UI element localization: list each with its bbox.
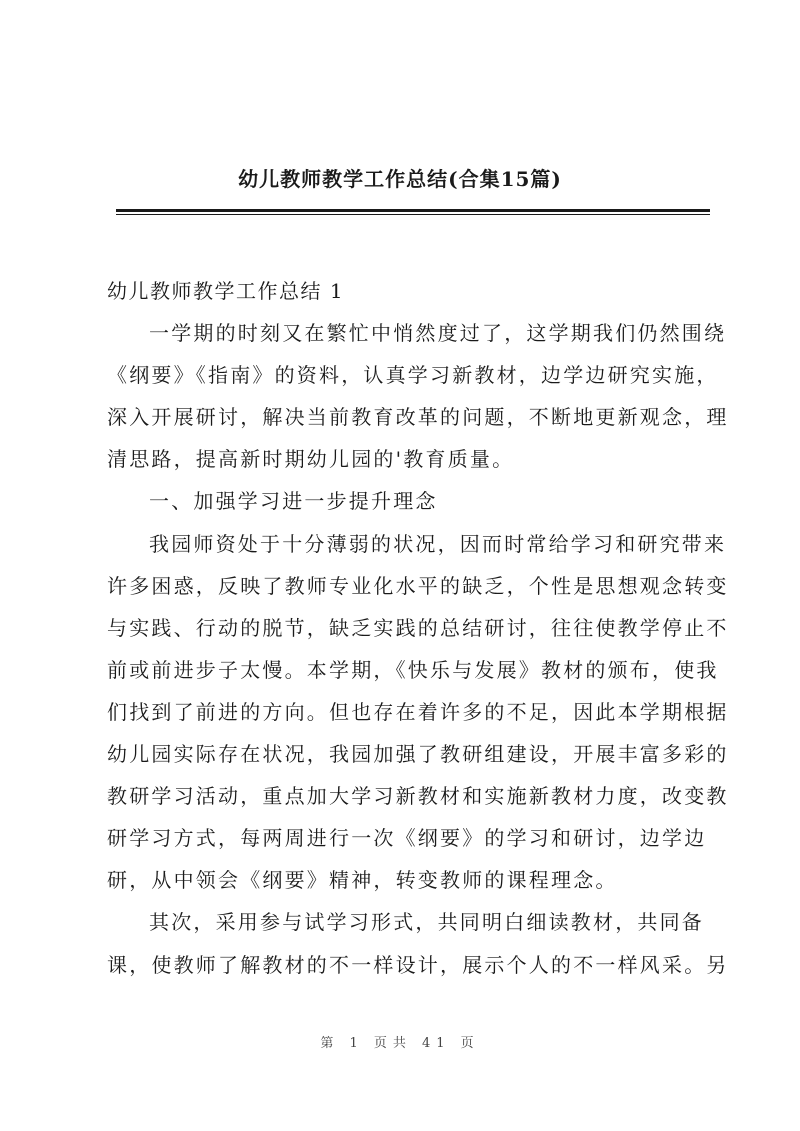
paragraph-line: 与实践、行动的脱节，缺乏实践的总结研讨，往往使教学停止不 <box>107 615 729 640</box>
page-footer: 第 1 页共 41 页 <box>320 1036 480 1051</box>
paragraph-line: 许多困惑，反映了教师专业化水平的缺乏，个性是思想观念转变 <box>107 573 729 598</box>
paragraph-line: 教研学习活动，重点加大学习新教材和实施新教材力度，改变教 <box>107 784 729 809</box>
paragraph-line: 一学期的时刻又在繁忙中悄然度过了，这学期我们仍然围绕 <box>149 321 727 346</box>
paragraph-line: 《纲要》《指南》的资料，认真学习新教材，边学边研究实施， <box>107 363 719 388</box>
paragraph-line: 研学习方式，每两周进行一次《纲要》的学习和研讨，边学边 <box>107 826 707 851</box>
paragraph-line: 前或前进步子太慢。本学期，《快乐与发展》教材的颁布，使我 <box>107 657 719 682</box>
paragraph-line: 研，从中领会《纲要》精神，转变教师的课程理念。 <box>107 868 618 893</box>
section-heading: 幼儿教师教学工作总结 1 <box>107 279 345 303</box>
paragraph-line: 们找到了前进的方向。但也存在着许多的不足，因此本学期根据 <box>107 699 729 724</box>
paragraph-line: 课，使教师了解教材的不一样设计，展示个人的不一样风采。另 <box>107 952 729 977</box>
paragraph-line: 幼儿园实际存在状况，我园加强了教研组建设，开展丰富多彩的 <box>107 742 729 767</box>
paragraph-line: 清思路，提高新时期幼儿园的'教育质量。 <box>107 447 515 472</box>
paragraph-line: 我园师资处于十分薄弱的状况，因而时常给学习和研究带来 <box>149 531 727 556</box>
document-title: 幼儿教师教学工作总结(合集15篇) <box>238 167 562 191</box>
paragraph-line: 一、加强学习进一步提升理念 <box>149 489 438 514</box>
document-body <box>107 270 729 986</box>
title-underline <box>116 209 710 212</box>
paragraph-line: 其次，采用参与试学习形式，共同明白细读教材，共同备 <box>149 910 704 935</box>
paragraph-line: 深入开展研讨，解决当前教育改革的问题，不断地更新观念，理 <box>107 405 729 430</box>
